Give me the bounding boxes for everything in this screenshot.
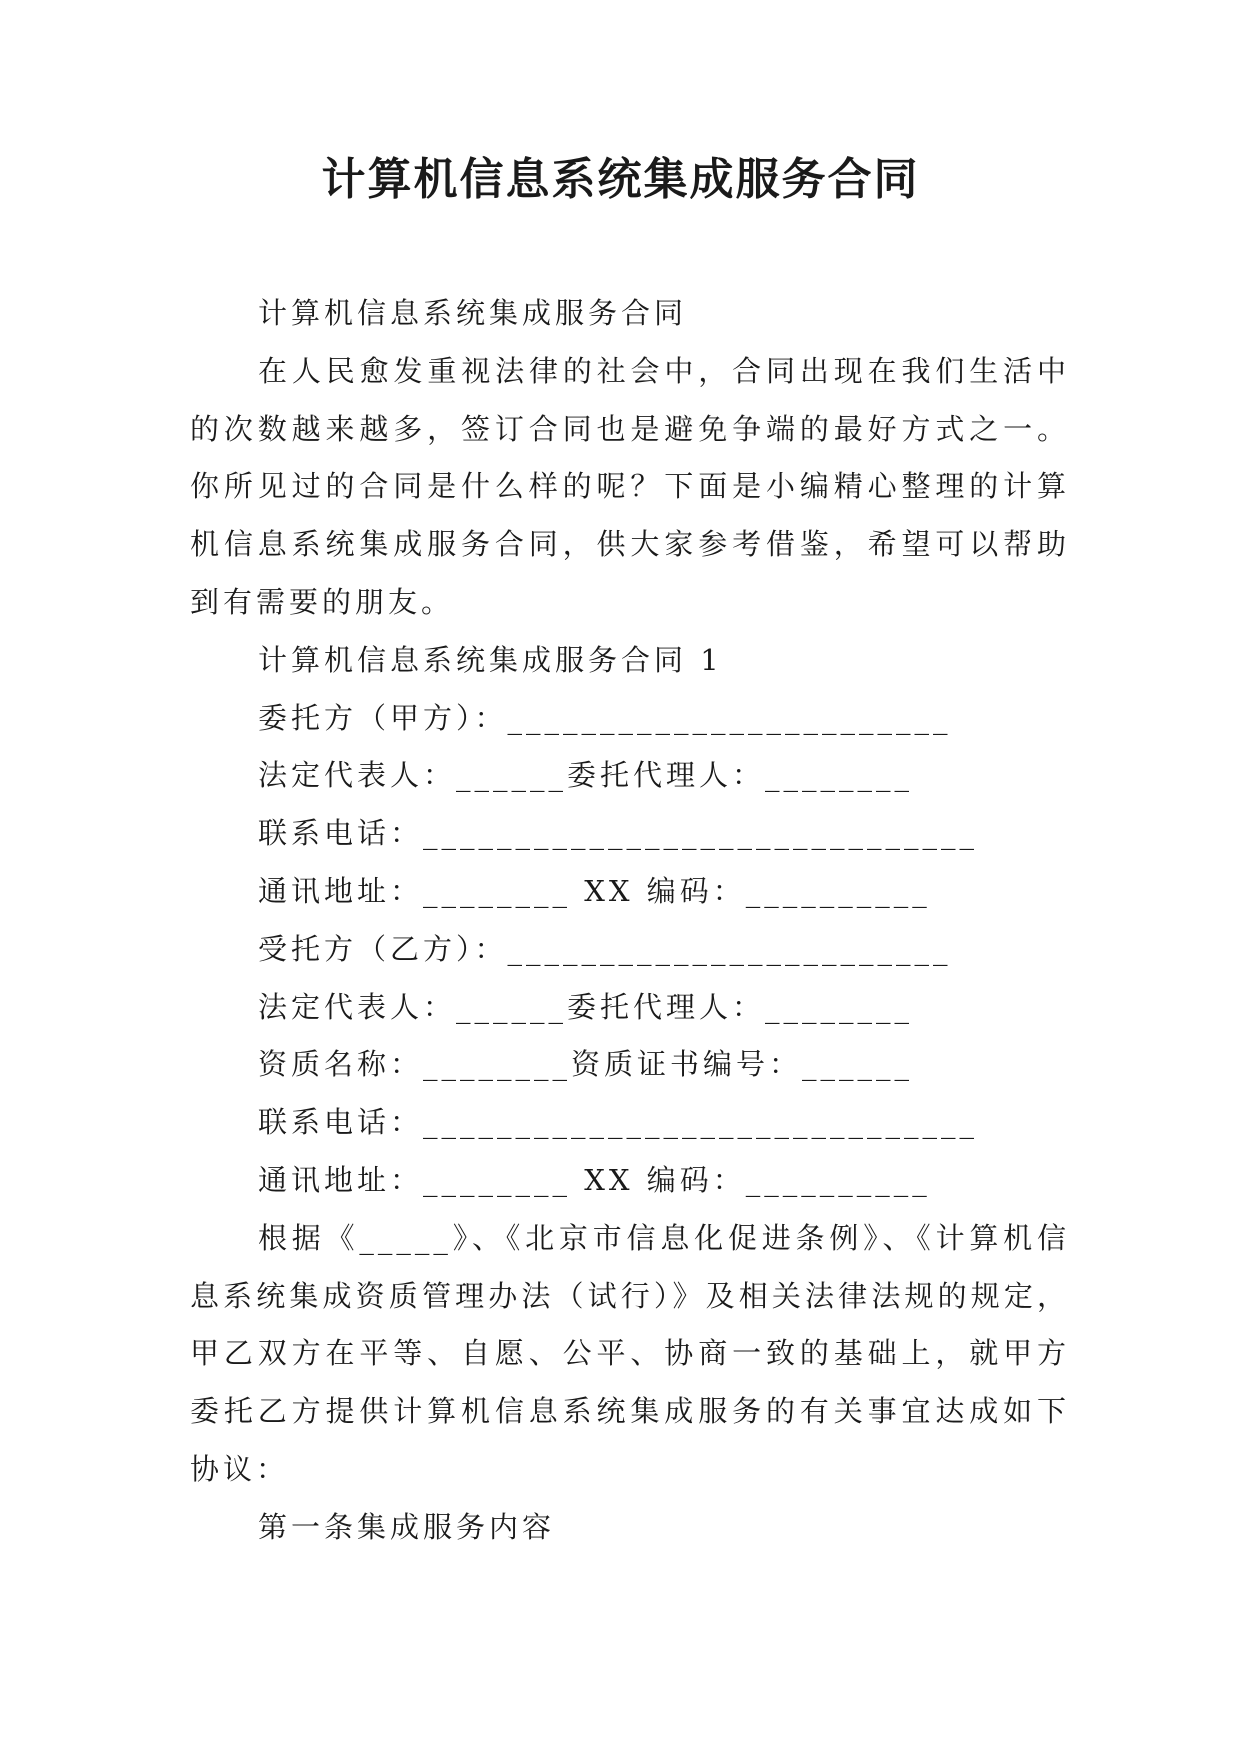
party-a-client-line: 委托方（甲方）：________________________ <box>258 700 952 735</box>
document-body <box>190 285 1070 1557</box>
article-1-heading: 第一条集成服务内容 <box>258 1509 556 1544</box>
party-a-phone-line: 联系电话：______________________________ <box>258 816 979 851</box>
document-subtitle: 计算机信息系统集成服务合同 <box>258 296 688 330</box>
party-a-representatives-line: 法定代表人：______委托代理人：________ <box>258 758 914 793</box>
party-b-address-code-line: 通讯地址：________ XX 编码：__________ <box>258 1162 931 1197</box>
legal-basis-paragraph: 根据《_____》、《北京市信息化促进条例》、《计算机信息系统集成资质管理办法（试行）》及相关法律法规的规定，甲乙双方在平等、自愿、公平、协商一致的基础上，就甲方委托乙方提供计算机信息系统集成服务的有关事宜达成如下协议： <box>190 1220 1070 1486</box>
intro-paragraph: 在人民愈发重视法律的社会中，合同出现在我们生活中的次数越来越多，签订合同也是避免争端的最好方式之一。你所见过的合同是什么样的呢？下面是小编精心整理的计算机信息系统集成服务合同，供大家参考借鉴，希望可以帮助到有需要的朋友。 <box>190 353 1070 619</box>
party-b-representatives-line: 法定代表人：______委托代理人：________ <box>258 989 914 1024</box>
party-a-address-code-line: 通讯地址：________ XX 编码：__________ <box>258 873 931 908</box>
party-b-phone-line: 联系电话：______________________________ <box>258 1105 979 1140</box>
party-b-qualification-line: 资质名称：________资质证书编号：______ <box>258 1047 914 1082</box>
document-title: 计算机信息系统集成服务合同 <box>321 154 920 205</box>
contract-heading: 计算机信息系统集成服务合同 1 <box>258 642 723 677</box>
party-b-client-line: 受托方（乙方）：________________________ <box>258 931 952 966</box>
